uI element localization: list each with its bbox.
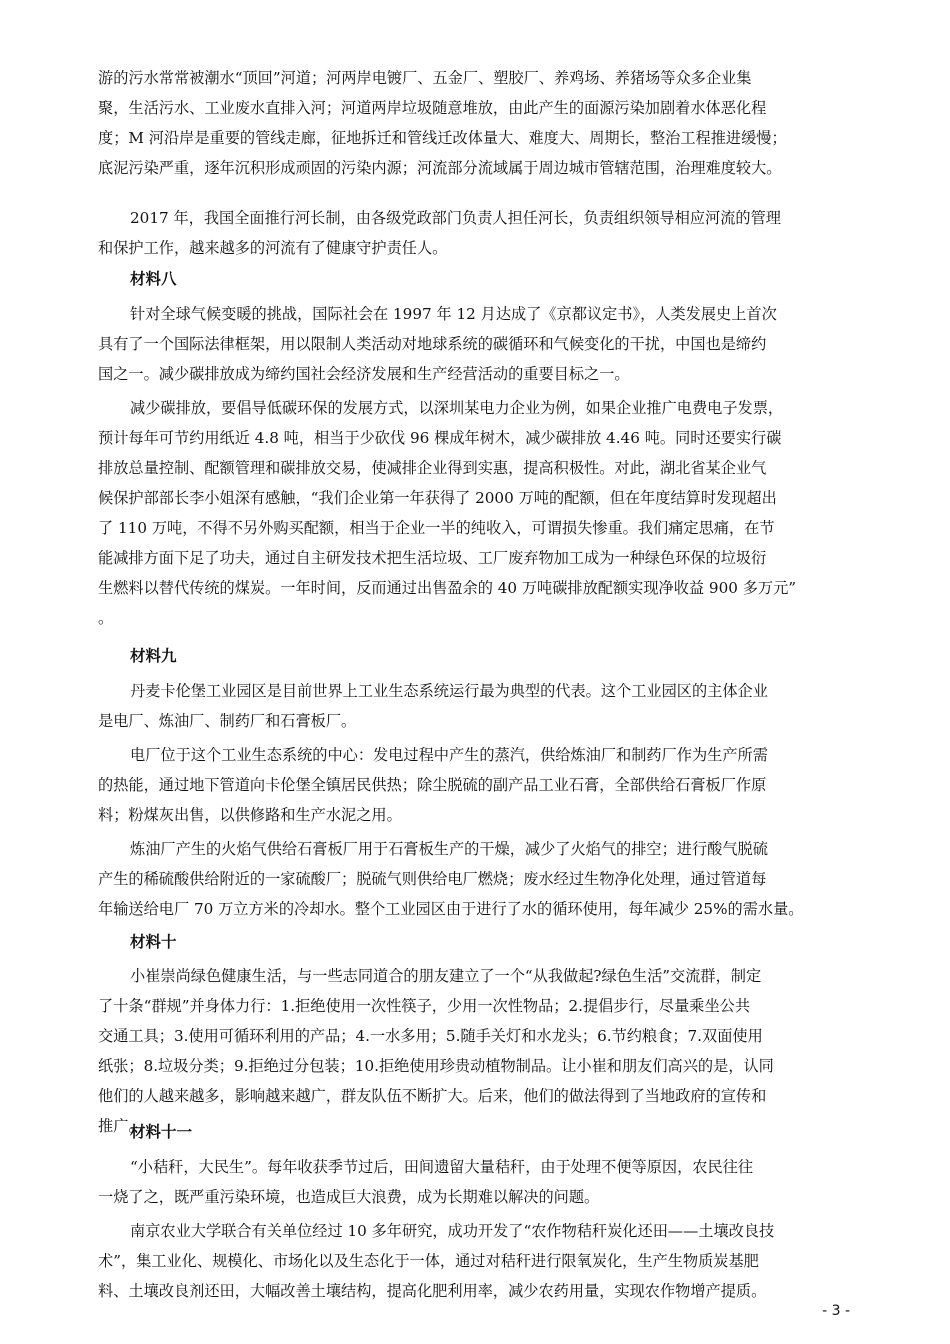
- text-line: 小崔崇尚绿色健康生活，与一些志同道合的朋友建立了一个“从我做起?绿色生活”交流群，制定: [130, 967, 762, 985]
- text-line: 减少碳排放，要倡导低碳环保的发展方式，以深圳某电力企业为例，如果企业推广电费电子发票，: [130, 399, 784, 417]
- paragraph-material-11a: [98, 1152, 850, 1212]
- paragraph-material-7-tail: [98, 63, 850, 183]
- heading-material-10: 材料十: [130, 933, 177, 951]
- paragraph-material-11b: [98, 1216, 850, 1306]
- text-line: 2017 年，我国全面推行河长制，由各级党政部门负责人担任河长，负责组织领导相应河流的管理: [130, 209, 781, 227]
- text-line: 针对全球气候变暖的挑战，国际社会在 1997 年 12 月达成了《京都议定书》，人类发展史上首次: [130, 305, 777, 323]
- text-line: 了十条“群规”并身体力行：1.拒绝使用一次性筷子，少用一次性物品；2.提倡步行，尽量乘坐公共: [98, 997, 751, 1015]
- text-line: 底泥污染严重，逐年沉积形成顽固的污染内源；河流部分流域属于周边城市管辖范围，治理难度较大。: [98, 159, 782, 177]
- text-line: 是电厂、炼油厂、制药厂和石膏板厂。: [98, 712, 357, 730]
- text-line: 和保护工作，越来越多的河流有了健康守护责任人。: [98, 239, 448, 257]
- text-line: 生燃料以替代传统的煤炭。一年时间，反而通过出售盈余的 40 万吨碳排放配额实现净收益 900 多万元”: [98, 579, 797, 597]
- paragraph-material-9b: [98, 740, 850, 830]
- text-line: 能减排方面下足了功夫，通过自主研发技术把生活垃圾、工厂废弃物加工成为一种绿色环保的垃圾衍: [98, 549, 767, 567]
- text-line: 术”，集工业化、规模化、市场化以及生态化于一体，通过对秸秆进行限氧炭化，生产生物质炭基肥: [98, 1252, 759, 1270]
- paragraph-material-9a: [98, 676, 850, 736]
- heading-material-9: 材料九: [130, 647, 177, 665]
- paragraph-material-9c: [98, 834, 850, 924]
- text-line: 的热能，通过地下管道向卡伦堡全镇居民供热；除尘脱硫的副产品工业石膏，全部供给石膏板厂作原: [98, 776, 767, 794]
- text-line: 纸张；8.垃圾分类；9.拒绝过分包装；10.拒绝使用珍贵动植物制品。让小崔和朋友们高兴的是，认同: [98, 1057, 774, 1075]
- heading-material-11: 材料十一: [130, 1123, 193, 1141]
- text-line: 产生的稀硫酸供给附近的一家硫酸厂；脱硫气则供给电厂燃烧；废水经过生物净化处理，通过管道每: [98, 870, 767, 888]
- text-line: 年输送给电厂 70 万立方米的冷却水。整个工业园区由于进行了水的循环使用，每年减少 25%的需水量。: [98, 900, 804, 918]
- text-line: 候保护部部长李小姐深有感触，“我们企业第一年获得了 2000 万吨的配额，但在年度结算时发现超出: [98, 489, 777, 507]
- text-line: 。: [98, 609, 114, 627]
- text-line: 一烧了之，既严重污染环境，也造成巨大浪费，成为长期难以解决的问题。: [98, 1188, 600, 1206]
- text-line: 推广。: [98, 1117, 144, 1135]
- paragraph-material-10: [98, 961, 850, 1141]
- text-line: 炼油厂产生的火焰气供给石膏板厂用于石膏板生产的干燥，减少了火焰气的排空；进行酸气脱硫: [130, 840, 768, 858]
- text-line: 料；粉煤灰出售，以供修路和生产水泥之用。: [98, 806, 402, 824]
- heading-material-8: 材料八: [130, 270, 177, 288]
- page-number: - 3 -: [822, 1303, 850, 1319]
- text-line: 丹麦卡伦堡工业园区是目前世界上工业生态系统运行最为典型的代表。这个工业园区的主体企业: [130, 682, 768, 700]
- text-line: 国之一。减少碳排放成为缔约国社会经济发展和生产经营活动的重要目标之一。: [98, 365, 630, 383]
- text-line: 聚，生活污水、工业废水直排入河；河道两岸垃圾随意堆放，由此产生的面源污染加剧着水体恶化程: [98, 99, 767, 117]
- text-line: 了 110 万吨，不得不另外购买配额，相当于企业一半的纯收入，可谓损失惨重。我们痛定思痛，在节: [98, 519, 775, 537]
- text-line: “小秸秆，大民生”。每年收获季节过后，田间遗留大量秸秆，由于处理不便等原因，农民往往: [130, 1158, 754, 1176]
- text-line: 游的污水常常被潮水“顶回”河道；河两岸电镀厂、五金厂、塑胶厂、养鸡场、养猪场等众多企业集: [98, 69, 752, 87]
- paragraph-material-8b: [98, 393, 850, 633]
- paragraph-material-8a: [98, 299, 850, 389]
- text-line: 他们的人越来越多，影响越来越广，群友队伍不断扩大。后来，他们的做法得到了当地政府的宣传和: [98, 1087, 767, 1105]
- text-line: 交通工具；3.使用可循环利用的产品；4.一水多用；5.随手关灯和水龙头；6.节约粮食；7.双面使用: [98, 1027, 763, 1045]
- text-line: 预计每年可节约用纸近 4.8 吨，相当于少砍伐 96 棵成年树木，减少碳排放 4.46 吨。同时还要实行碳: [98, 429, 782, 447]
- text-line: 排放总量控制、配额管理和碳排放交易，使减排企业得到实惠，提高积极性。对此，湖北省某企业气: [98, 459, 767, 477]
- text-line: 南京农业大学联合有关单位经过 10 多年研究，成功开发了“农作物秸秆炭化还田——土壤改良技: [130, 1222, 775, 1240]
- text-line: 具有了一个国际法律框架，用以限制人类活动对地球系统的碳循环和气候变化的干扰，中国也是缔约: [98, 335, 767, 353]
- paragraph-river-chief: [98, 203, 850, 263]
- text-line: 料、土壤改良剂还田，大幅改善土壤结构，提高化肥利用率，减少农药用量，实现农作物增产提质。: [98, 1282, 767, 1300]
- text-line: 电厂位于这个工业生态系统的中心：发电过程中产生的蒸汽，供给炼油厂和制药厂作为生产所需: [130, 746, 768, 764]
- text-line: 度；M 河沿岸是重要的管线走廊，征地拆迁和管线迁改体量大、难度大、周期长，整治工程推进缓慢；: [98, 129, 787, 147]
